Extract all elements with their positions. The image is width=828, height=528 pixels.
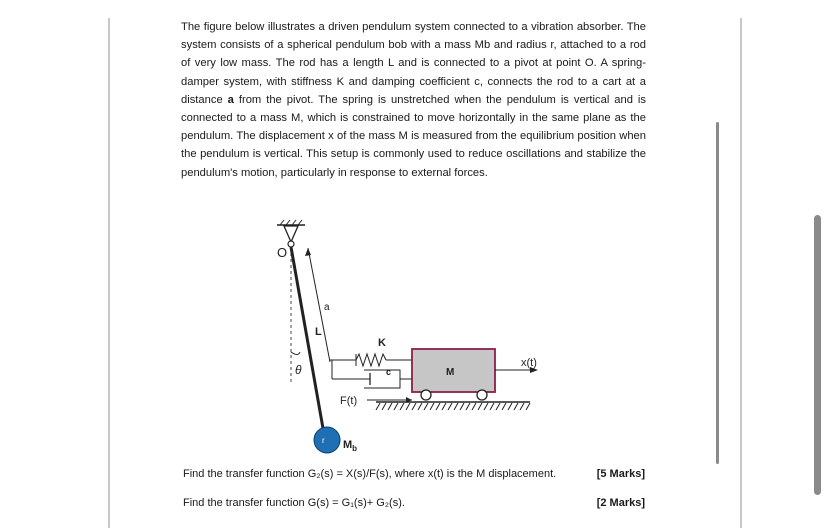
question-2-marks: [2 Marks]	[596, 497, 645, 509]
pendulum-rod	[291, 247, 324, 434]
page-right-edge	[740, 18, 742, 528]
bob-label: $M_b$	[343, 439, 358, 453]
damper-c	[332, 370, 412, 388]
distance-a-label: a	[324, 302, 330, 313]
cart-label: M	[446, 367, 455, 378]
question-1-marks: [5 Marks]	[596, 468, 645, 480]
ground-surface	[376, 402, 530, 410]
pendulum-bob	[314, 427, 340, 453]
problem-description: The figure below illustrates a driven pendulum system connected to a vibration absorber. The system consists of a spherical pendulum bob with a mass Mb and radius r, attached to a rod of very low mass. The rod has a length L and is connected to a pivot at point O. A spring-damper system, with stiffness K and damping coefficient c, connects the rod to a cart at a distance a from the pivot. The spring is unstretched when the pendulum is vertical and is connected to a mass M, which is constrained to move horizontally in the same plane as the pendulum. The displacement x of the mass M is measured from the equilibrium position when the pendulum is vertical. This setup is commonly used to reduce oscillations and stabilize the pendulum's motion, particularly in response to external forces.	[181, 21, 647, 179]
length-label: L	[315, 326, 322, 338]
scrollbar-thumb[interactable]	[814, 215, 821, 495]
damper-label: c	[386, 367, 392, 377]
displacement-label: x(t)	[521, 357, 537, 369]
question-2	[183, 496, 645, 510]
question-1	[183, 467, 645, 481]
pivot-support	[277, 220, 305, 247]
cart-wheel-right	[477, 390, 487, 400]
bold-distance-a: a	[227, 93, 234, 106]
pivot-label: O	[277, 245, 288, 260]
question-1-text: Find the transfer function G₂(s) = X(s)/F(s), where x(t) is the M displacement.	[183, 468, 557, 480]
cart-wheel-left	[421, 390, 431, 400]
bob-radius-label: r	[322, 436, 325, 445]
question-2-text: Find the transfer function G(s) = G₁(s)+ G₂(s).	[183, 497, 405, 509]
force-label: F(t)	[340, 395, 358, 407]
angle-arc	[291, 352, 300, 355]
pendulum-figure	[180, 212, 560, 467]
spring-k	[330, 354, 399, 366]
page-left-edge	[108, 18, 110, 528]
vertical-scroll-indicator[interactable]	[716, 122, 719, 464]
angle-label: θ	[295, 363, 302, 377]
spring-label: K	[378, 337, 386, 349]
